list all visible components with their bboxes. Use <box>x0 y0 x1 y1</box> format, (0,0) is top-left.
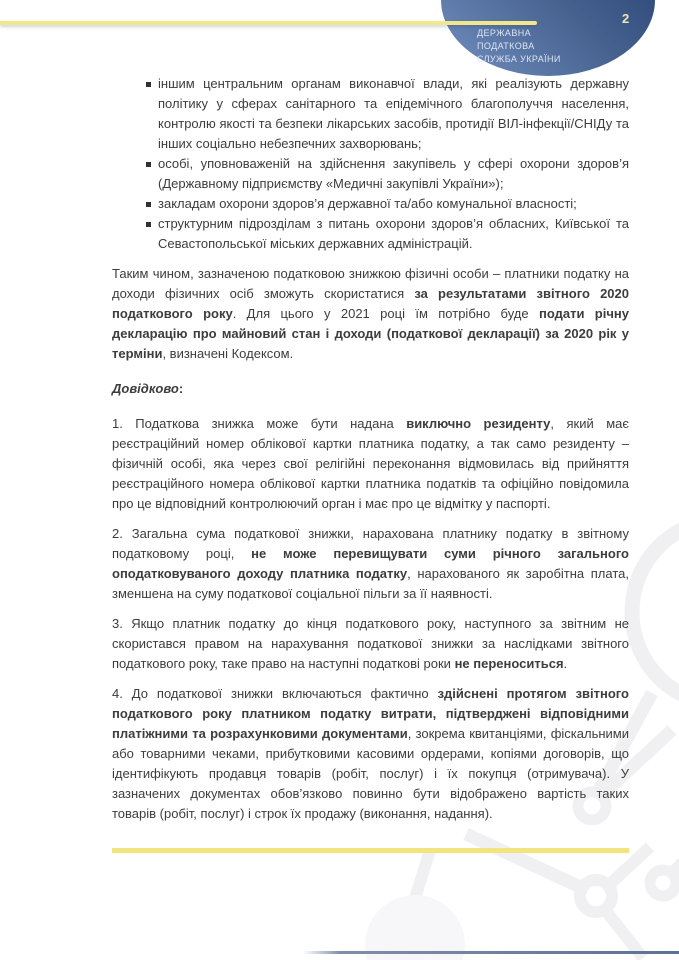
text-run: Довідково <box>112 381 179 396</box>
bottom-yellow-underline <box>112 848 629 853</box>
text-run: 4. До податкової знижки включаються фактично <box>112 686 438 701</box>
bullet-item: структурним підрозділам з питань охорони здоров’я обласних, Київської та Севастопольської міських державних адміністрацій. <box>112 214 629 254</box>
paragraph-note-heading <box>112 379 629 399</box>
org-name <box>477 27 561 66</box>
text-run: . <box>563 656 568 671</box>
bullet-item: іншим центральним органам виконавчої влади, які реалізують державну політику у сферах санітарного та епідемічного благополуччя населення, контролю якості та безпеки лікарських засобів, протидії ВІЛ-інфекції/СНІДу та інших соціально небезпечних захворювань; <box>112 74 629 154</box>
text-run: не може перевищувати суми річного загального оподатковуваного доходу платника податку <box>112 546 629 581</box>
org-name-line: СЛУЖБА УКРАЇНИ <box>477 54 561 64</box>
decor-node <box>580 880 612 912</box>
paragraph-item-3 <box>112 614 629 674</box>
org-name-line: ДЕРЖАВНА <box>477 28 532 38</box>
text-run: не переноситься <box>454 656 564 671</box>
decor-node <box>650 870 676 896</box>
org-name-line: ПОДАТКОВА <box>477 41 535 51</box>
bullet-item: особі, уповноваженій на здійснення закупівель у сфері охорони здоров’я (Державному підприємству «Медичні закупівлі України»); <box>112 154 629 194</box>
text-run: . Для цього у 2021 році їм потрібно буде <box>232 306 539 321</box>
text-run: виключно резиденту <box>406 416 551 431</box>
bullet-list <box>112 74 629 254</box>
top-yellow-divider <box>0 21 537 25</box>
paragraph-item-4 <box>112 684 629 824</box>
text-run: здійснені протягом звітного податкового року платником податку витрати, підтверджені відповідними платіжними та розрахунковими документами <box>112 686 629 741</box>
paragraph-summary <box>112 264 629 364</box>
decor-big-ring <box>632 519 679 705</box>
text-run: , який має реєстраційний номер облікової картки платника податку, а так само резиденту – фізичній особі, яка через свої релігійні переконання відмовилась від прийняття реєстраційного номера облікової картки платника податків та офіційно повідомила про це відповідний контролюючий орган і має про це відмітку у паспорті. <box>112 416 629 511</box>
text-run: Таким чином, зазначеною податковою знижкою фізичні особи – платники податку на доходи фізичних осіб зможуть скористатися <box>112 266 629 301</box>
bottom-blue-line <box>303 951 679 954</box>
paragraph-item-1 <box>112 414 629 514</box>
document-content <box>112 74 629 824</box>
text-run: : <box>178 381 184 396</box>
paragraph-item-2 <box>112 524 629 604</box>
text-run: 2. Загальна сума податкової знижки, нарахована платнику податку в звітному податковому році, <box>112 526 629 561</box>
text-run: , визначені Кодексом. <box>162 346 294 361</box>
text-run: 1. Податкова знижка може бути надана <box>112 416 407 431</box>
text-run: за результатами звітного 2020 податкового року <box>112 286 629 321</box>
text-run: подати річну декларацію про майновий стан і доходи (податкової декларації) за 2020 рік у терміни <box>112 306 629 361</box>
page-number: 2 <box>622 11 630 26</box>
text-run: , нарахованого як заробітна плата, зменшена на суму податкової соціальної пільги за її наявності. <box>112 566 629 601</box>
bullet-item: закладам охорони здоров’я державної та/або комунальної власності; <box>112 194 629 214</box>
text-run: 3. Якщо платник податку до кінця податкового року, наступного за звітним не скористався правом на нарахування податкової знижки за наслідками звітного податкового року, таке право на наступні податкові роки <box>112 616 629 671</box>
text-run: , зокрема квитанціями, фіскальними або товарними чеками, прибутковими касовими ордерами, копіями договорів, що ідентифікують продавця товарів (робіт, послуг) і їх покупця (отримувача). У зазначених документах обов’язково повинно бути відображено вартість таких товарів (робіт, послуг) і строк їх продажу (виконання, надання). <box>112 726 629 821</box>
